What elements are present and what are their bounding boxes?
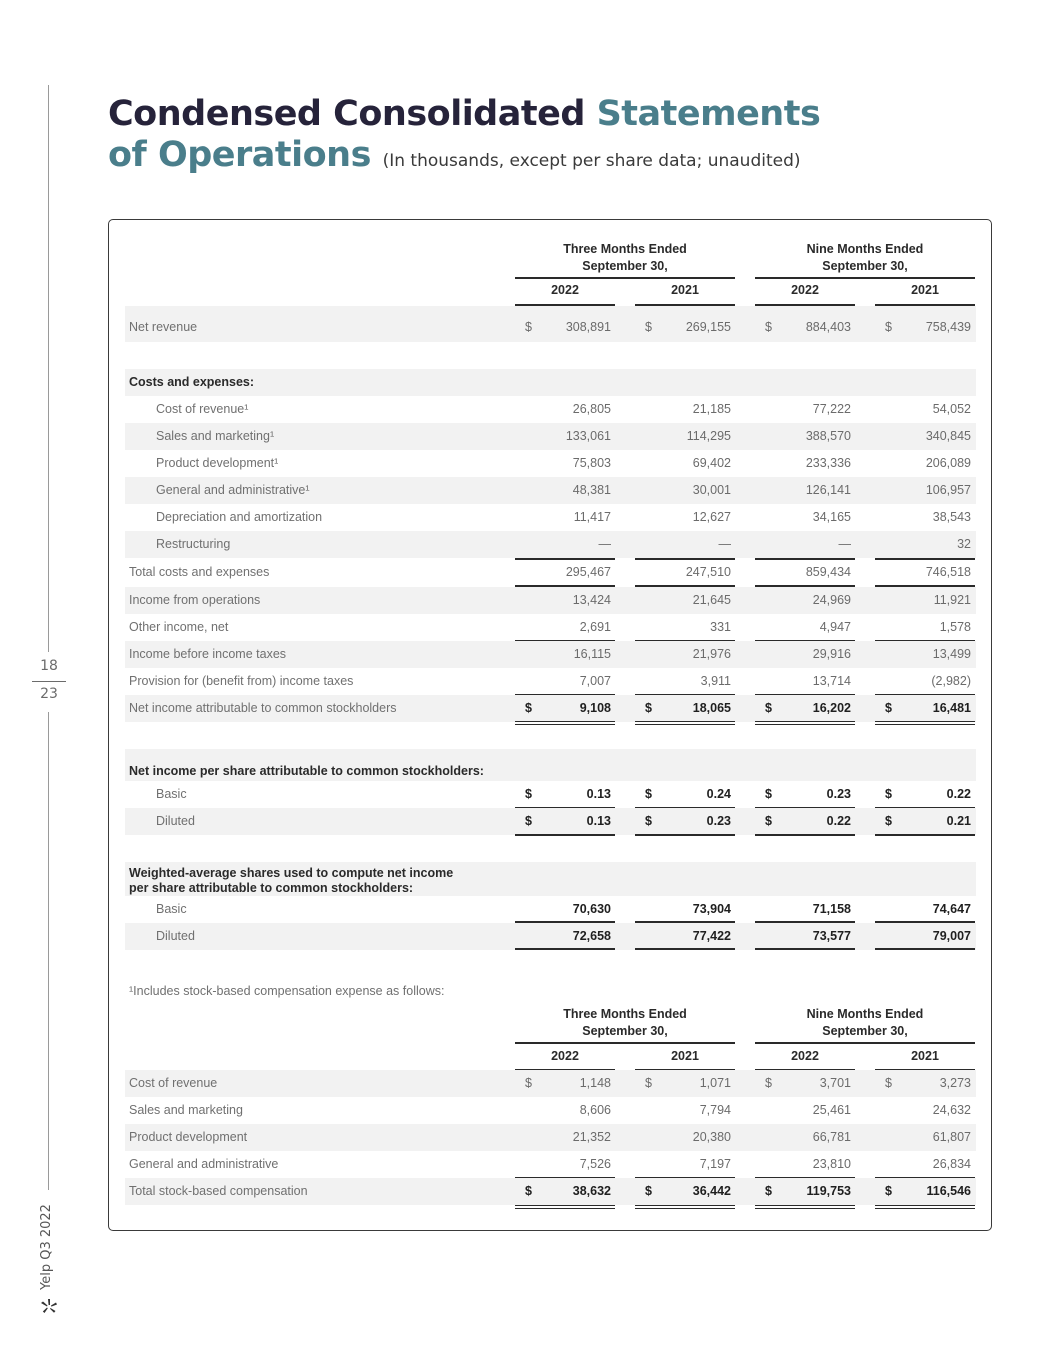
row-label: Total stock-based compensation bbox=[129, 1184, 308, 1198]
year-header: 2022 bbox=[791, 1049, 819, 1063]
page-total: 23 bbox=[40, 686, 58, 702]
row-label: Other income, net bbox=[129, 620, 229, 634]
currency-symbol: $ bbox=[885, 1184, 892, 1198]
cell-value: 77,422 bbox=[692, 929, 731, 943]
page-title bbox=[108, 94, 868, 182]
currency-symbol: $ bbox=[885, 1076, 892, 1090]
subtotal-rule bbox=[755, 948, 855, 950]
cell-value: 884,403 bbox=[805, 320, 851, 334]
currency-symbol: $ bbox=[525, 787, 532, 801]
page-separator bbox=[32, 681, 66, 682]
row-label: Income before income taxes bbox=[129, 647, 287, 661]
cell-value: 34,165 bbox=[812, 510, 851, 524]
cell-value: 16,115 bbox=[573, 647, 611, 661]
row-label: General and administrative¹ bbox=[156, 483, 310, 497]
section-label-line2: per share attributable to common stockholders: bbox=[129, 881, 414, 895]
row-other-income bbox=[125, 614, 976, 641]
total-double-rule bbox=[755, 721, 855, 725]
cell-value: 295,467 bbox=[565, 565, 611, 579]
year-header: 2022 bbox=[551, 283, 579, 297]
currency-symbol: $ bbox=[525, 1076, 532, 1090]
cell-value: 26,834 bbox=[932, 1157, 971, 1171]
cell-value: 859,434 bbox=[805, 565, 851, 579]
sbc-header-nine-months bbox=[755, 1006, 975, 1040]
cell-value: 3,273 bbox=[939, 1076, 971, 1090]
cell-value: — bbox=[598, 537, 611, 551]
header-three-months bbox=[515, 241, 735, 275]
cell-value: 21,645 bbox=[692, 593, 731, 607]
cell-value: 116,546 bbox=[926, 1184, 971, 1198]
subtotal-rule bbox=[515, 834, 615, 836]
cell-value: 7,007 bbox=[579, 674, 611, 688]
currency-symbol: $ bbox=[645, 1076, 652, 1090]
sbc-row-general-admin bbox=[125, 1151, 976, 1178]
row-label: Product development¹ bbox=[156, 456, 279, 470]
rail-line-bottom bbox=[48, 712, 49, 1190]
title-part-2: Statements of Operations bbox=[108, 94, 821, 175]
cell-value: 331 bbox=[710, 620, 731, 634]
sbc-footnote: ¹Includes stock-based compensation expense as follows: bbox=[129, 984, 445, 998]
row-label: Restructuring bbox=[156, 537, 231, 551]
cell-value: 70,630 bbox=[572, 902, 611, 916]
row-label: Diluted bbox=[156, 814, 195, 828]
cell-value: 13,499 bbox=[932, 647, 971, 661]
cell-value: — bbox=[718, 537, 731, 551]
cell-value: 0.13 bbox=[586, 787, 611, 801]
cell-value: 21,352 bbox=[572, 1130, 611, 1144]
cell-value: 79,007 bbox=[932, 929, 971, 943]
year-header: 2021 bbox=[671, 1049, 699, 1063]
row-label: Net income attributable to common stockholders bbox=[129, 701, 397, 715]
cell-value: 388,570 bbox=[805, 429, 851, 443]
row-label: Sales and marketing bbox=[129, 1103, 243, 1117]
total-double-rule bbox=[635, 1205, 735, 1209]
row-label: Cost of revenue bbox=[129, 1076, 218, 1090]
currency-symbol: $ bbox=[765, 320, 772, 334]
cell-value: 36,442 bbox=[692, 1184, 731, 1198]
row-income-taxes bbox=[125, 668, 976, 695]
total-double-rule bbox=[755, 1205, 855, 1209]
cell-value: 11,417 bbox=[573, 510, 611, 524]
total-double-rule bbox=[635, 721, 735, 725]
row-eps-basic bbox=[125, 781, 976, 808]
currency-symbol: $ bbox=[885, 814, 892, 828]
row-label: Income from operations bbox=[129, 593, 261, 607]
section-label: Net income per share attributable to common stockholders: bbox=[129, 764, 484, 778]
header-nine-months-line1: Nine Months Ended bbox=[806, 1007, 924, 1021]
cell-value: 0.22 bbox=[946, 787, 971, 801]
cell-value: 119,753 bbox=[806, 1184, 851, 1198]
cell-value: 16,481 bbox=[932, 701, 971, 715]
row-cost-of-revenue bbox=[125, 396, 976, 423]
header-three-months-line2: September 30, bbox=[582, 1024, 668, 1038]
currency-symbol: $ bbox=[645, 701, 652, 715]
total-double-rule bbox=[875, 1205, 975, 1209]
row-label: Depreciation and amortization bbox=[156, 510, 323, 524]
cell-value: 7,794 bbox=[699, 1103, 731, 1117]
year-header: 2021 bbox=[911, 283, 939, 297]
cell-value: 38,543 bbox=[932, 510, 971, 524]
section-label bbox=[129, 866, 453, 896]
cell-value: 7,526 bbox=[579, 1157, 611, 1171]
currency-symbol: $ bbox=[765, 787, 772, 801]
section-eps-header bbox=[125, 749, 976, 781]
cell-value: 8,606 bbox=[579, 1103, 611, 1117]
row-label: Diluted bbox=[156, 929, 195, 943]
row-shares-basic bbox=[125, 896, 976, 923]
year-header: 2022 bbox=[551, 1049, 579, 1063]
subtotal-rule bbox=[635, 948, 735, 950]
header-three-months-line1: Three Months Ended bbox=[563, 1007, 687, 1021]
cell-value: 9,108 bbox=[579, 701, 611, 715]
row-label: Provision for (benefit from) income taxes bbox=[129, 674, 354, 688]
row-label: Basic bbox=[156, 787, 187, 801]
cell-value: 1,148 bbox=[579, 1076, 611, 1090]
row-label: Cost of revenue¹ bbox=[156, 402, 249, 416]
row-label: Total costs and expenses bbox=[129, 565, 270, 579]
total-double-rule bbox=[515, 721, 615, 725]
currency-symbol: $ bbox=[765, 1076, 772, 1090]
cell-value: 29,916 bbox=[812, 647, 851, 661]
cell-value: 126,141 bbox=[805, 483, 851, 497]
cell-value: 4,947 bbox=[819, 620, 851, 634]
currency-symbol: $ bbox=[765, 701, 772, 715]
cell-value: 13,714 bbox=[812, 674, 851, 688]
cell-value: 106,957 bbox=[925, 483, 971, 497]
subtotal-rule bbox=[635, 834, 735, 836]
currency-symbol: $ bbox=[525, 320, 532, 334]
cell-value: 73,904 bbox=[692, 902, 731, 916]
year-header: 2021 bbox=[911, 1049, 939, 1063]
cell-value: 74,647 bbox=[932, 902, 971, 916]
cell-value: — bbox=[838, 537, 851, 551]
year-header: 2022 bbox=[791, 283, 819, 297]
cell-value: 206,089 bbox=[925, 456, 971, 470]
section-costs-header bbox=[125, 369, 976, 396]
row-label: Product development bbox=[129, 1130, 248, 1144]
cell-value: 21,976 bbox=[692, 647, 731, 661]
cell-value: 18,065 bbox=[692, 701, 731, 715]
section-shares-header bbox=[125, 862, 976, 896]
row-net-income bbox=[125, 695, 976, 722]
brand-label bbox=[39, 1204, 54, 1290]
header-rule bbox=[755, 277, 975, 279]
rail-line-top bbox=[48, 85, 49, 652]
currency-symbol: $ bbox=[525, 814, 532, 828]
row-label: General and administrative bbox=[129, 1157, 279, 1171]
cell-value: 11,921 bbox=[933, 593, 971, 607]
total-double-rule bbox=[875, 721, 975, 725]
currency-symbol: $ bbox=[645, 814, 652, 828]
cell-value: 0.23 bbox=[706, 814, 731, 828]
currency-symbol: $ bbox=[765, 814, 772, 828]
header-nine-months-line1: Nine Months Ended bbox=[806, 242, 924, 256]
cell-value: 73,577 bbox=[812, 929, 851, 943]
header-nine-months-line2: September 30, bbox=[822, 259, 908, 273]
row-eps-diluted bbox=[125, 808, 976, 835]
cell-value: 13,424 bbox=[572, 593, 611, 607]
row-restructuring bbox=[125, 531, 976, 558]
currency-symbol: $ bbox=[885, 787, 892, 801]
header-rule bbox=[755, 1042, 975, 1044]
row-general-admin bbox=[125, 477, 976, 504]
header-nine-months-line2: September 30, bbox=[822, 1024, 908, 1038]
cell-value: 21,185 bbox=[692, 402, 731, 416]
cell-value: 54,052 bbox=[932, 402, 971, 416]
currency-symbol: $ bbox=[645, 787, 652, 801]
cell-value: 1,578 bbox=[939, 620, 971, 634]
row-sales-marketing bbox=[125, 423, 976, 450]
cell-value: 7,197 bbox=[699, 1157, 731, 1171]
sbc-row-cost-of-revenue bbox=[125, 1070, 976, 1097]
cell-value: 72,658 bbox=[572, 929, 611, 943]
cell-value: 20,380 bbox=[692, 1130, 731, 1144]
cell-value: 48,381 bbox=[572, 483, 611, 497]
sbc-header-three-months bbox=[515, 1006, 735, 1040]
row-product-development bbox=[125, 450, 976, 477]
cell-value: 3,701 bbox=[819, 1076, 851, 1090]
cell-value: 61,807 bbox=[932, 1130, 971, 1144]
cell-value: 0.13 bbox=[586, 814, 611, 828]
currency-symbol: $ bbox=[645, 320, 652, 334]
row-net-revenue bbox=[125, 306, 976, 342]
section-label: Costs and expenses: bbox=[129, 375, 255, 389]
cell-value: 23,810 bbox=[812, 1157, 851, 1171]
year-header: 2021 bbox=[671, 283, 699, 297]
cell-value: 38,632 bbox=[572, 1184, 611, 1198]
cell-value: 0.23 bbox=[826, 787, 851, 801]
row-label: Net revenue bbox=[129, 320, 198, 334]
cell-value: (2,982) bbox=[931, 674, 971, 688]
cell-value: 24,632 bbox=[932, 1103, 971, 1117]
yelp-burst-icon bbox=[40, 1298, 58, 1314]
cell-value: 71,158 bbox=[812, 902, 851, 916]
section-label-line1: Weighted-average shares used to compute net income bbox=[129, 866, 454, 880]
sbc-row-total bbox=[125, 1178, 976, 1205]
subtotal-rule bbox=[515, 948, 615, 950]
cell-value: 12,627 bbox=[692, 510, 731, 524]
cell-value: 2,691 bbox=[579, 620, 611, 634]
currency-symbol: $ bbox=[885, 320, 892, 334]
cell-value: 69,402 bbox=[692, 456, 731, 470]
cell-value: 77,222 bbox=[812, 402, 851, 416]
header-rule bbox=[515, 1042, 735, 1044]
cell-value: 30,001 bbox=[692, 483, 731, 497]
header-three-months-line2: September 30, bbox=[582, 259, 668, 273]
cell-value: 0.24 bbox=[706, 787, 731, 801]
brand-text: Yelp Q3 2022 bbox=[39, 1204, 54, 1290]
row-total-costs bbox=[125, 559, 976, 586]
header-rule bbox=[515, 277, 735, 279]
cell-value: 24,969 bbox=[812, 593, 851, 607]
sbc-row-sales-marketing bbox=[125, 1097, 976, 1124]
header-nine-months bbox=[755, 241, 975, 275]
cell-value: 133,061 bbox=[565, 429, 611, 443]
cell-value: 32 bbox=[957, 537, 971, 551]
row-income-from-operations bbox=[125, 587, 976, 614]
currency-symbol: $ bbox=[525, 701, 532, 715]
title-part-1: Condensed Consolidated bbox=[108, 94, 597, 134]
currency-symbol: $ bbox=[885, 701, 892, 715]
cell-value: 0.21 bbox=[946, 814, 971, 828]
cell-value: 3,911 bbox=[700, 674, 731, 688]
cell-value: 0.22 bbox=[826, 814, 851, 828]
subtotal-rule bbox=[875, 948, 975, 950]
title-subtitle: (In thousands, except per share data; unaudited) bbox=[382, 151, 801, 171]
cell-value: 114,295 bbox=[686, 429, 731, 443]
cell-value: 66,781 bbox=[812, 1130, 851, 1144]
subtotal-rule bbox=[875, 834, 975, 836]
cell-value: 247,510 bbox=[685, 565, 731, 579]
row-label: Basic bbox=[156, 902, 187, 916]
row-depreciation bbox=[125, 504, 976, 531]
subtotal-rule bbox=[755, 834, 855, 836]
cell-value: 16,202 bbox=[812, 701, 851, 715]
sbc-row-product-development bbox=[125, 1124, 976, 1151]
cell-value: 26,805 bbox=[572, 402, 611, 416]
currency-symbol: $ bbox=[525, 1184, 532, 1198]
cell-value: 340,845 bbox=[925, 429, 971, 443]
cell-value: 269,155 bbox=[685, 320, 731, 334]
header-three-months-line1: Three Months Ended bbox=[563, 242, 687, 256]
page-current: 18 bbox=[40, 658, 58, 674]
cell-value: 233,336 bbox=[805, 456, 851, 470]
row-income-before-taxes bbox=[125, 641, 976, 668]
cell-value: 746,518 bbox=[925, 565, 971, 579]
cell-value: 758,439 bbox=[925, 320, 971, 334]
cell-value: 25,461 bbox=[812, 1103, 851, 1117]
cell-value: 75,803 bbox=[572, 456, 611, 470]
row-label: Sales and marketing¹ bbox=[156, 429, 275, 443]
cell-value: 308,891 bbox=[565, 320, 611, 334]
currency-symbol: $ bbox=[645, 1184, 652, 1198]
total-double-rule bbox=[515, 1205, 615, 1209]
currency-symbol: $ bbox=[765, 1184, 772, 1198]
cell-value: 1,071 bbox=[699, 1076, 731, 1090]
row-shares-diluted bbox=[125, 923, 976, 950]
